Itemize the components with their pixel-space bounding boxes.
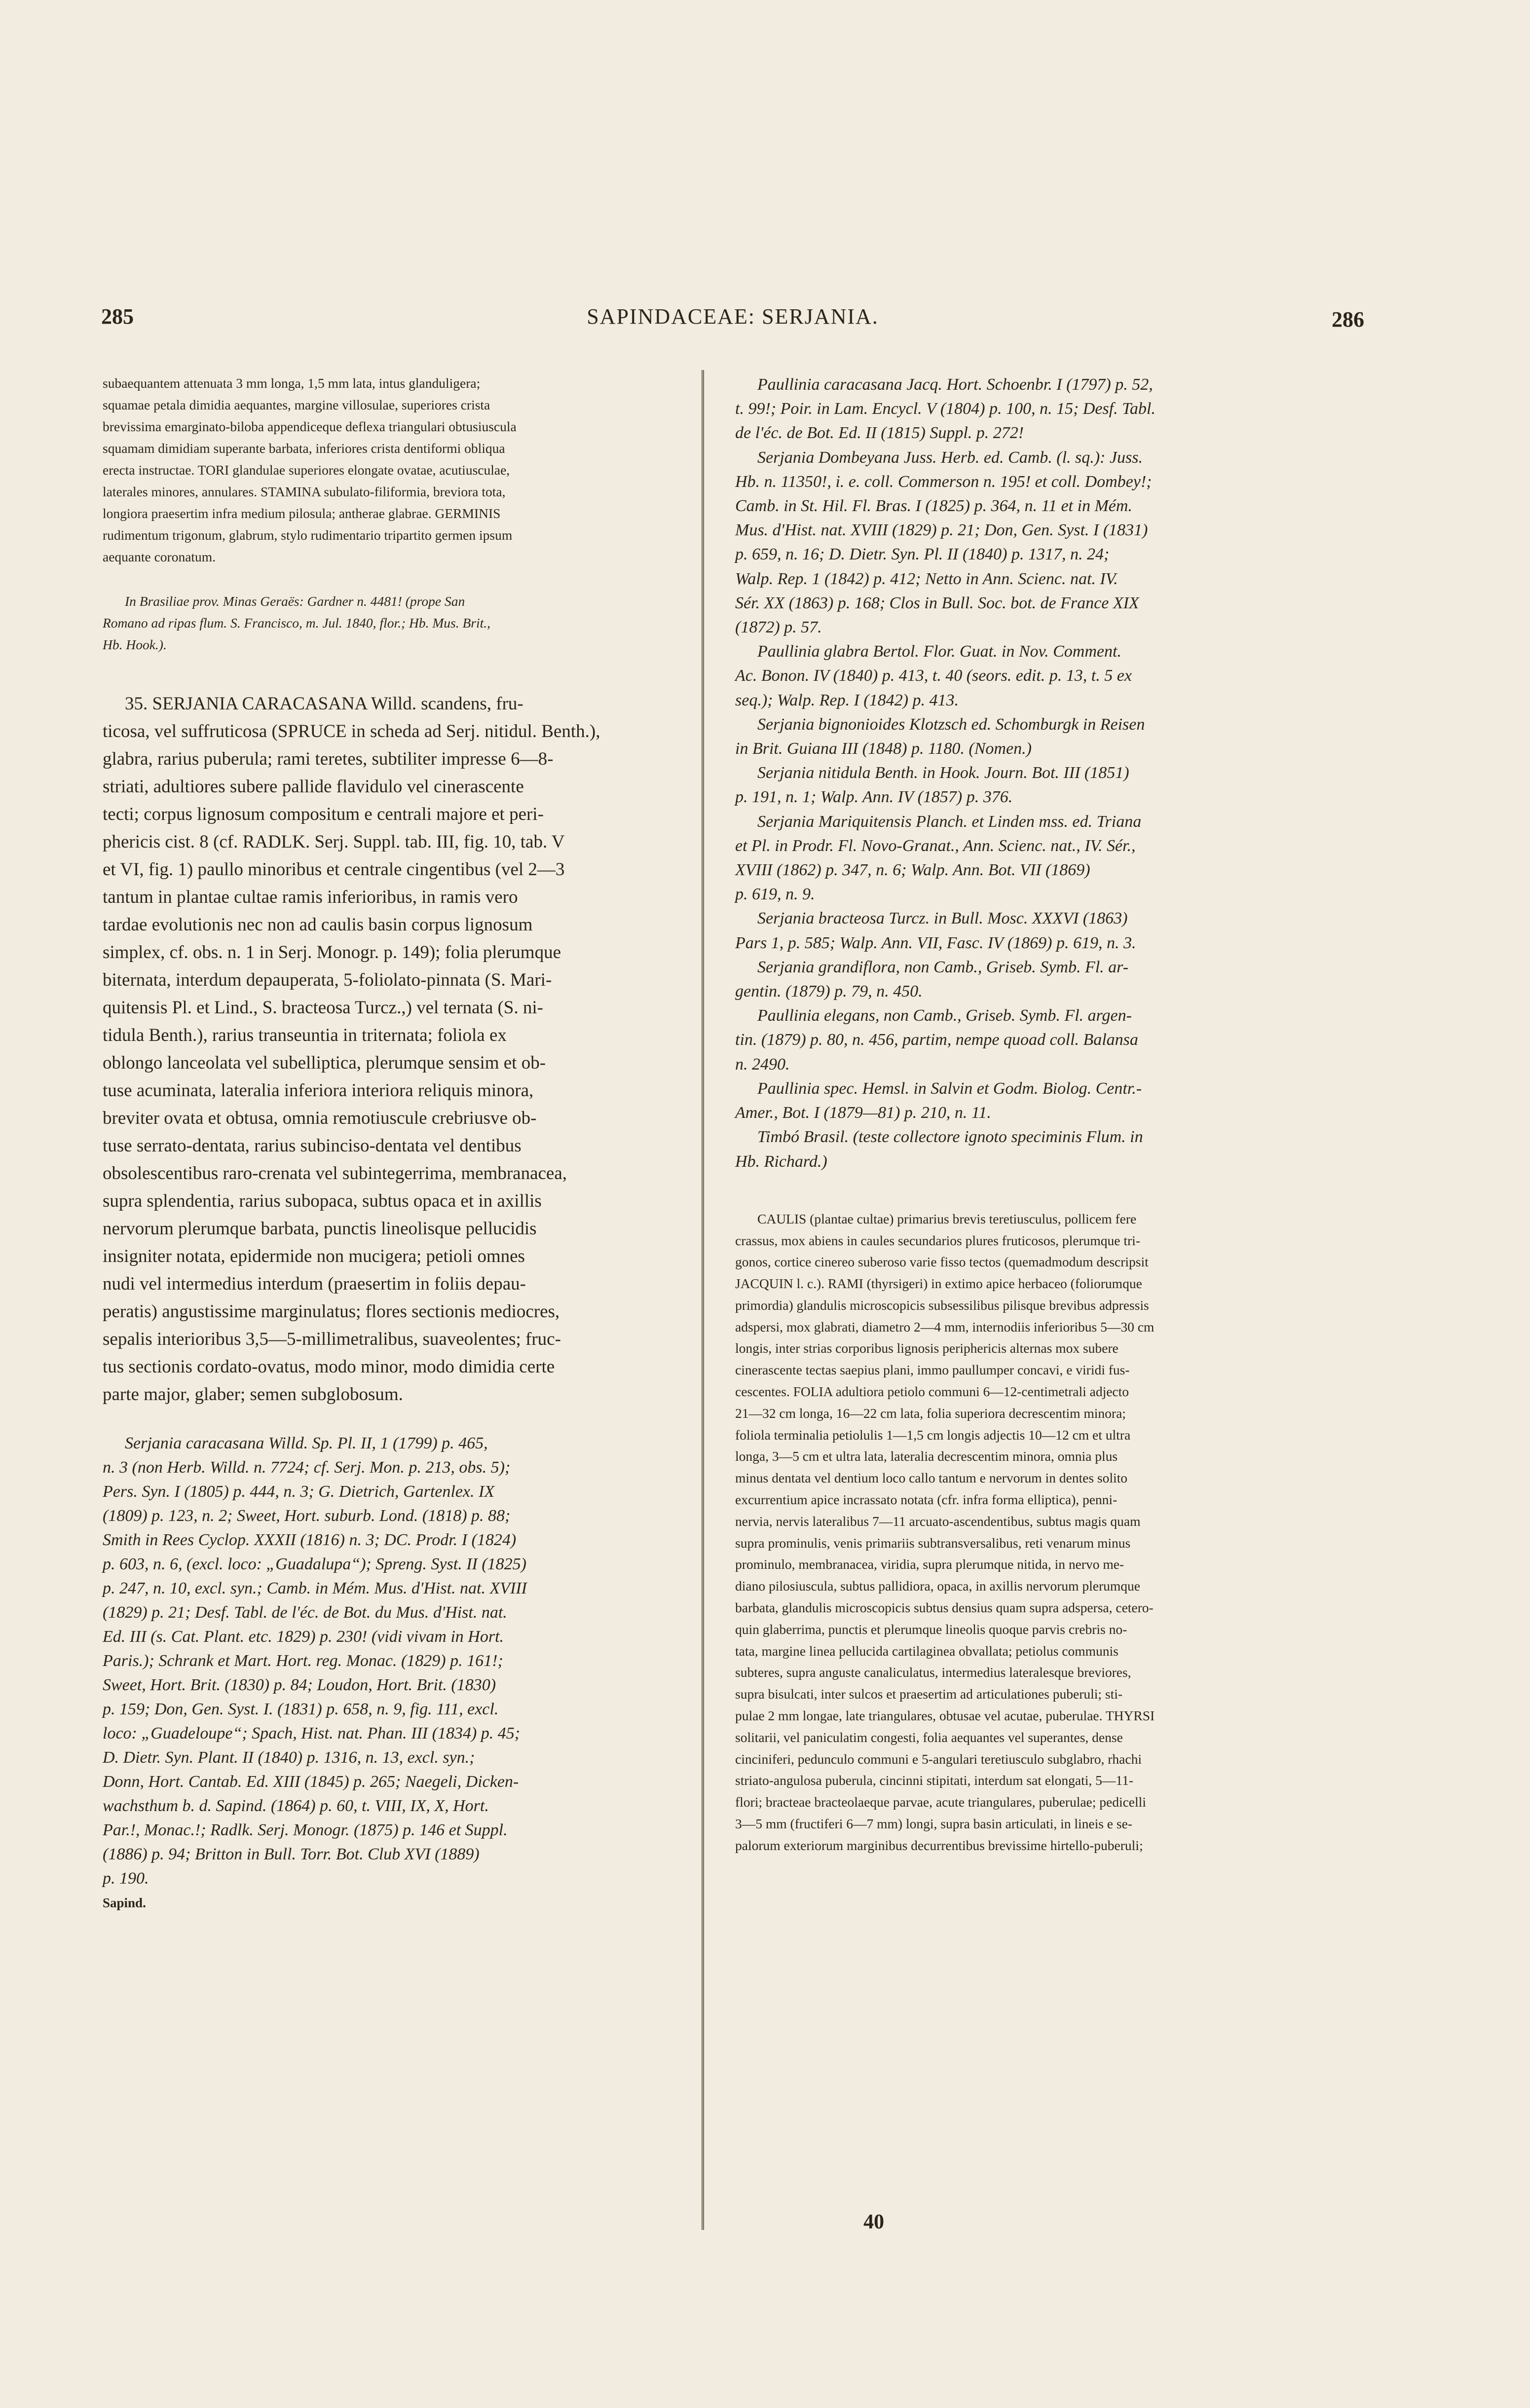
text-line: Paullinia caracasana Jacq. Hort. Schoenbr. I (1797) p. 52,	[757, 375, 1153, 394]
text-line: Camb. in St. Hil. Fl. Bras. I (1825) p. 364, n. 11 et in Mém.	[735, 497, 1132, 516]
page-number-left: 285	[101, 304, 134, 329]
text-line: Paullinia elegans, non Camb., Griseb. Symb. Fl. argen-	[757, 1006, 1132, 1025]
text-line: Hb. n. 11350!, i. e. coll. Commerson n. 195! et coll. Dombey!;	[735, 472, 1152, 491]
text-line: peratis) angustissime marginulatus; flores sectionis mediocres,	[103, 1301, 560, 1322]
text-line: XVIII (1862) p. 347, n. 6; Walp. Ann. Bot. VII (1869)	[735, 861, 1090, 880]
text-line: flori; bracteae bracteolaeque parvae, acute triangulares, puberulae; pedicelli	[735, 1794, 1146, 1810]
text-line: crassus, mox abiens in caules secundarios plures fruticosos, plerumque tri-	[735, 1232, 1140, 1248]
text-line: squamam dimidiam superante barbata, inferiores crista dentiformi obliqua	[103, 441, 505, 456]
text-line: (1886) p. 94; Britton in Bull. Torr. Bot. Club XVI (1889)	[103, 1845, 480, 1863]
text-line: obsolescentibus raro-crenata vel subintegerrima, membranacea,	[103, 1163, 567, 1184]
text-line: tuse acuminata, lateralia inferiora interiora reliquis minora,	[103, 1080, 534, 1101]
text-line: laterales minores, annulares. STAMINA subulato-filiformia, breviora tota,	[103, 484, 506, 499]
species-description	[103, 690, 690, 1408]
signature-number: 40	[863, 2211, 884, 2233]
text-line: striato-angulosa puberula, cincinni stipitati, interdum sat elongati, 5—11-	[735, 1773, 1133, 1788]
running-header	[101, 304, 1364, 338]
text-line: nervia, nervis lateralibus 7—11 arcuato-ascendentibus, subtus magis quam	[735, 1513, 1141, 1529]
locality-note	[103, 591, 690, 656]
text-line: D. Dietr. Syn. Plant. II (1840) p. 1316, n. 13, excl. syn.;	[103, 1748, 475, 1767]
text-line: solitarii, vel paniculatim congesti, folia aequantes vel superantes, dense	[735, 1729, 1123, 1745]
text-line: (1809) p. 123, n. 2; Sweet, Hort. suburb. Lond. (1818) p. 88;	[103, 1507, 511, 1525]
text-line: insigniter notata, epidermide non mucigera; petioli omnes	[103, 1246, 525, 1266]
text-line: Serjania caracasana Willd. Sp. Pl. II, 1 (1799) p. 465,	[125, 1434, 488, 1452]
text-line: prominulo, membranacea, viridia, supra plerumque nitida, in nervo me-	[735, 1556, 1124, 1572]
text-line: striati, adultiores subere pallide flavidulo vel cinerascente	[103, 777, 524, 797]
text-line: p. 603, n. 6, (excl. loco: „Guadalupa“); Spreng. Syst. II (1825)	[103, 1555, 526, 1573]
text-line: Ac. Bonon. IV (1840) p. 413, t. 40 (seors. edit. p. 13, t. 5 ex	[735, 667, 1132, 685]
text-line: subteres, supra anguste canaliculatus, intermedius lateralesque breviores,	[735, 1665, 1131, 1680]
right-column	[735, 372, 1369, 1856]
text-line: minus dentata vel dentium loco callo tantum e nervorum in dentes solito	[735, 1470, 1128, 1486]
text-line: Paullinia glabra Bertol. Flor. Guat. in Nov. Comment.	[757, 642, 1121, 661]
text-line: subaequantem attenuata 3 mm longa, 1,5 mm lata, intus glanduligera;	[103, 375, 481, 391]
text-line: biternata, interdum depauperata, 5-foliolato-pinnata (S. Mari-	[103, 970, 552, 990]
text-line: barbata, glandulis microscopicis subtus densius quam supra adspersa, cetero-	[735, 1600, 1154, 1616]
text-line: primordia) glandulis microscopicis subsessilibus pilisque brevibus adpressis	[735, 1297, 1149, 1313]
text-line: nervorum plerumque barbata, punctis lineolisque pellucidis	[103, 1219, 537, 1239]
synonymy-list	[103, 1431, 690, 1890]
page-number-right: 286	[1332, 307, 1364, 332]
text-line: supra splendentia, rarius subopaca, subtus opaca et in axillis	[103, 1191, 542, 1211]
text-line: Amer., Bot. I (1879—81) p. 210, n. 11.	[735, 1104, 991, 1122]
text-line: excurrentium apice incrassato notata (cfr. infra forma elliptica), penni-	[735, 1492, 1118, 1508]
text-line: Sér. XX (1863) p. 168; Clos in Bull. Soc. bot. de France XIX	[735, 593, 1139, 612]
text-line: nudi vel intermedius interdum (praesertim in foliis depau-	[103, 1274, 526, 1294]
text-line: CAULIS (plantae cultae) primarius brevis teretiusculus, pollicem fere	[757, 1211, 1137, 1226]
text-line: cinciniferi, pedunculo communi e 5-angulari teretiusculo subglabro, rhachi	[735, 1751, 1142, 1767]
text-line: Par.!, Monac.!; Radlk. Serj. Monogr. (1875) p. 146 et Suppl.	[103, 1821, 508, 1839]
text-line: erecta instructae. TORI glandulae superiores elongate ovatae, acutiusculae,	[103, 462, 510, 478]
text-line: p. 247, n. 10, excl. syn.; Camb. in Mém. Mus. d'Hist. nat. XVIII	[103, 1579, 527, 1597]
text-line: Paullinia spec. Hemsl. in Salvin et Godm. Biolog. Centr.-	[757, 1079, 1142, 1098]
text-line: quitensis Pl. et Lind., S. bracteosa Turcz.,) vel ternata (S. ni-	[103, 998, 543, 1018]
text-line: p. 190.	[103, 1869, 149, 1888]
text-line: longiora praesertim infra medium pilosula; antherae glabrae. GERMINIS	[103, 506, 501, 521]
text-line: tata, margine linea pellucida cartilaginea obvallata; petiolus communis	[735, 1643, 1119, 1659]
text-line: seq.); Walp. Rep. I (1842) p. 413.	[735, 691, 959, 709]
text-line: p. 191, n. 1; Walp. Ann. IV (1857) p. 376.	[735, 788, 1013, 807]
text-line: loco: „Guadeloupe“; Spach, Hist. nat. Phan. III (1834) p. 45;	[103, 1724, 521, 1742]
text-line: longa, 3—5 cm et ultra lata, lateralia decrescentim minora, omnia plus	[735, 1448, 1118, 1464]
text-line: ticosa, vel suffruticosa (SPRUCE in scheda ad Serj. nitidul. Benth.),	[103, 721, 600, 741]
text-line: in Brit. Guiana III (1848) p. 1180. (Nomen.)	[735, 740, 1032, 758]
text-line: longis, inter strias corporibus lignosis periphericis alternas mox subere	[735, 1340, 1119, 1356]
text-line: Sweet, Hort. Brit. (1830) p. 84; Loudon, Hort. Brit. (1830)	[103, 1676, 496, 1694]
text-line: In Brasiliae prov. Minas Geraës: Gardner n. 4481! (prope San	[125, 593, 465, 609]
text-line: diano pilosiuscula, subtus pallidiora, opaca, in axillis nervorum plerumque	[735, 1578, 1141, 1594]
text-line: Pers. Syn. I (1805) p. 444, n. 3; G. Dietrich, Gartenlex. IX	[103, 1482, 495, 1501]
text-line: Donn, Hort. Cantab. Ed. XIII (1845) p. 265; Naegeli, Dicken-	[103, 1773, 519, 1791]
text-line: aequante coronatum.	[103, 549, 216, 564]
text-line: supra prominulis, venis primariis subtransversalibus, reti venarum minus	[735, 1535, 1131, 1551]
text-line: Pars 1, p. 585; Walp. Ann. VII, Fasc. IV (1869) p. 619, n. 3.	[735, 933, 1136, 952]
text-line: brevissima emarginato-biloba appendiceque deflexa triangulari obtusiuscula	[103, 419, 517, 434]
signature-mark: Sapind.	[103, 1895, 146, 1910]
text-line: tantum in plantae cultae ramis inferioribus, in ramis vero	[103, 887, 518, 907]
text-line: Walp. Rep. 1 (1842) p. 412; Netto in Ann. Scienc. nat. IV.	[735, 569, 1118, 588]
observations	[735, 1208, 1369, 1856]
text-line: tin. (1879) p. 80, n. 456, partim, nempe quoad coll. Balansa	[735, 1031, 1138, 1049]
description-continuation	[103, 372, 690, 568]
text-line: p. 619, n. 9.	[735, 885, 815, 904]
text-line: et VI, fig. 1) paullo minoribus et centrale cingentibus (vel 2—3	[103, 859, 565, 880]
text-line: simplex, cf. obs. n. 1 in Serj. Monogr. p. 149); folia plerumque	[103, 942, 561, 963]
left-column	[103, 372, 690, 1911]
text-line: supra bisulcati, inter sulcos et praesertim ad articulationes puberuli; sti-	[735, 1686, 1123, 1702]
text-line: cinerascente tectas saepius plani, immo paullumper concavi, e viridi fus-	[735, 1362, 1130, 1378]
text-line: Paris.); Schrank et Mart. Hort. reg. Monac. (1829) p. 161!;	[103, 1652, 503, 1670]
text-line: t. 99!; Poir. in Lam. Encycl. V (1804) p. 100, n. 15; Desf. Tabl.	[735, 400, 1156, 418]
text-line: phericis cist. 8 (cf. RADLK. Serj. Suppl. tab. III, fig. 10, tab. V	[103, 832, 565, 852]
text-line: de l'éc. de Bot. Ed. II (1815) Suppl. p. 272!	[735, 424, 1024, 443]
text-line: gentin. (1879) p. 79, n. 450.	[735, 982, 923, 1001]
text-line: Serjania bracteosa Turcz. in Bull. Mosc. XXXVI (1863)	[757, 909, 1128, 928]
text-line: tardae evolutionis nec non ad caulis basin corpus lignosum	[103, 915, 533, 935]
text-line: quin glaberrima, punctis et plerumque lineolis quoque parvis crebris no-	[735, 1621, 1127, 1637]
text-line: JACQUIN l. c.). RAMI (thyrsigeri) in extimo apice herbaceo (foliorumque	[735, 1276, 1142, 1292]
text-line: foliola terminalia petiolulis 1—1,5 cm longis adjectis 10—12 cm et ultra	[735, 1427, 1131, 1443]
text-line: Serjania nitidula Benth. in Hook. Journ. Bot. III (1851)	[757, 764, 1129, 782]
text-line: oblongo lanceolata vel subelliptica, plerumque sensim et ob-	[103, 1053, 546, 1073]
text-line: breviter ovata et obtusa, omnia remotiuscule crebriusve ob-	[103, 1108, 537, 1128]
text-line: Hb. Hook.).	[103, 637, 167, 652]
text-line: n. 3 (non Herb. Willd. n. 7724; cf. Serj. Mon. p. 213, obs. 5);	[103, 1458, 511, 1477]
text-line: p. 159; Don, Gen. Syst. I. (1831) p. 658, n. 9, fig. 111, excl.	[103, 1700, 499, 1718]
text-line: cescentes. FOLIA adultiora petiolo communi 6—12-centimetrali adjecto	[735, 1384, 1129, 1400]
text-line: Serjania bignonioides Klotzsch ed. Schomburgk in Reisen	[757, 715, 1145, 734]
text-line: sepalis interioribus 3,5—5-millimetralibus, suaveolentes; fruc-	[103, 1329, 561, 1349]
text-line: adspersi, mox glabrati, diametro 2—4 mm, internodiis inferioribus 5—30 cm	[735, 1319, 1155, 1334]
text-line: Serjania Mariquitensis Planch. et Linden mss. ed. Triana	[757, 812, 1142, 831]
text-line: n. 2490.	[735, 1055, 790, 1074]
species-heading-line: 35. SERJANIA CARACASANA Willd. scandens, fru-	[125, 694, 523, 714]
text-line: pulae 2 mm longae, late triangulares, obtusae vel acutae, puberulae. THYRSI	[735, 1708, 1155, 1724]
column-divider	[702, 370, 704, 2230]
text-line: parte major, glaber; semen subglobosum.	[103, 1384, 403, 1405]
text-line: glabra, rarius puberula; rami teretes, subtiliter impresse 6—8-	[103, 749, 554, 769]
text-line: Serjania Dombeyana Juss. Herb. ed. Camb. (l. sq.): Juss.	[757, 448, 1143, 467]
text-line: rudimentum trigonum, glabrum, stylo rudimentario tripartito germen ipsum	[103, 527, 513, 543]
text-line: tus sectionis cordato-ovatus, modo minor, modo dimidia certe	[103, 1357, 555, 1377]
text-line: Timbó Brasil. (teste collectore ignoto speciminis Flum. in	[757, 1128, 1143, 1147]
text-line: Serjania grandiflora, non Camb., Griseb. Symb. Fl. ar-	[757, 958, 1129, 976]
text-line: wachsthum b. d. Sapind. (1864) p. 60, t. VIII, IX, X, Hort.	[103, 1797, 489, 1815]
text-line: Hb. Richard.)	[735, 1152, 827, 1171]
text-line: 21—32 cm longa, 16—22 cm lata, folia superiora decrescentim minora;	[735, 1405, 1126, 1421]
text-line: Mus. d'Hist. nat. XVIII (1829) p. 21; Don, Gen. Syst. I (1831)	[735, 521, 1148, 540]
text-line: squamae petala dimidia aequantes, margine villosulae, superiores crista	[103, 397, 490, 412]
text-line: tuse serrato-dentata, rarius subinciso-dentata vel dentibus	[103, 1136, 522, 1156]
synonymy-list-continued	[735, 372, 1369, 1174]
text-line: p. 659, n. 16; D. Dietr. Syn. Pl. II (1840) p. 1317, n. 24;	[735, 545, 1110, 564]
text-line: tecti; corpus lignosum compositum e centrali majore et peri-	[103, 804, 544, 824]
text-line: et Pl. in Prodr. Fl. Novo-Granat., Ann. Scienc. nat., IV. Sér.,	[735, 836, 1136, 855]
text-line: 3—5 mm (fructiferi 6—7 mm) longi, supra basin articulati, in lineis e se-	[735, 1816, 1132, 1832]
text-line: palorum exteriorum marginibus decurrentibus brevissime hirtello-puberuli;	[735, 1837, 1143, 1853]
text-line: tidula Benth.), rarius transeuntia in triternata; foliola ex	[103, 1025, 507, 1045]
running-title: SAPINDACEAE: SERJANIA.	[587, 304, 879, 329]
text-line: Romano ad ripas flum. S. Francisco, m. Jul. 1840, flor.; Hb. Mus. Brit.,	[103, 615, 491, 630]
text-line: (1829) p. 21; Desf. Tabl. de l'éc. de Bot. du Mus. d'Hist. nat.	[103, 1603, 507, 1622]
text-line: (1872) p. 57.	[735, 618, 822, 637]
text-line: Ed. III (s. Cat. Plant. etc. 1829) p. 230! (vidi vivam in Hort.	[103, 1628, 504, 1646]
text-line: gonos, cortice cinereo suberoso varie fisso tectos (quemadmodum descripsit	[735, 1254, 1149, 1270]
text-line: Smith in Rees Cyclop. XXXII (1816) n. 3; DC. Prodr. I (1824)	[103, 1531, 517, 1549]
